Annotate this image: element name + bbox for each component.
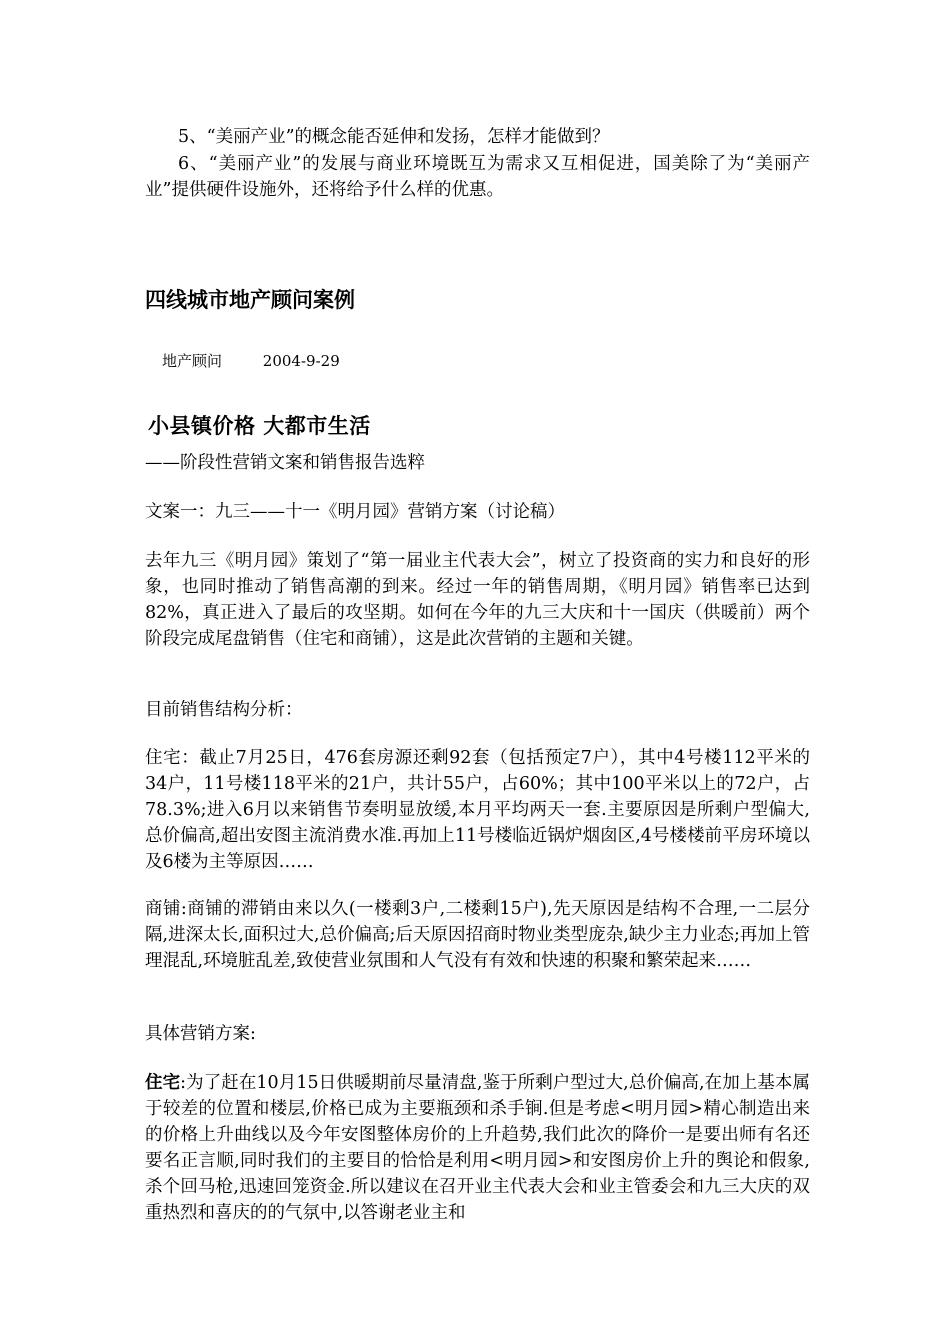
plan-heading: 具体营销方案: — [145, 1024, 256, 1044]
analysis-heading: 目前销售结构分析： — [145, 700, 303, 720]
article-date: 2004-9-29 — [262, 352, 340, 370]
case-label: 文案一：九三——十一《明月园》营销方案（讨论稿） — [145, 502, 565, 522]
article-subheadline: ——阶段性营销文案和销售报告选粹 — [145, 453, 425, 473]
plan-label: 住宅 — [145, 1073, 181, 1093]
shops-paragraph: 商铺:商铺的滞销由来以久(一楼剩3户,二楼剩15户),先天原因是结构不合理,一二层分隔,进深太长,面积过大,总价偏高;后天原因招商时物业类型庞杂,缺少主力业态;再加上管理混乱,环境脏乱差,致使营业氛围和人气没有有效和快速的积聚和繁荣起来…… — [145, 899, 810, 971]
article-title: 四线城市地产顾问案例 — [145, 288, 355, 312]
plan-paragraph — [145, 1070, 810, 1226]
plan-text: :为了赶在10月15日供暖期前尽量清盘,鉴于所剩户型过大,总价偏高,在加上基本属于较差的位置和楼层,价格已成为主要瓶颈和杀手锏.但是考虑<明月园>精心制造出来的价格上升曲线以及今年安图整体房价的上升趋势,我们此次的降价一是要出师有名还要名正言顺,同时我们的主要目的恰恰是利用<明月园>和安图房价上升的舆论和假象,杀个回马枪,迅速回笼资金.所以建议在召开业主代表大会和业主管委会和九三大庆的双重热烈和喜庆的的气氛中,以答谢老业主和 — [145, 1073, 811, 1223]
question-6: 6、“美丽产业”的发展与商业环境既互为需求又互相促进，国美除了为“美丽产业”提供硬件设施外，还将给予什么样的优惠。 — [145, 154, 810, 200]
article-headline: 小县镇价格 大都市生活 — [148, 414, 371, 438]
article-meta — [162, 351, 376, 371]
question-5: 5、“美丽产业”的概念能否延伸和发扬，怎样才能做到？ — [178, 127, 610, 147]
intro-paragraph: 去年九三《明月园》策划了“第一届业主代表大会”，树立了投资商的实力和良好的形象，也同时推动了销售高潮的到来。经过一年的销售周期，《明月园》销售率已达到82%，真正进入了最后的攻坚期。如何在今年的九三大庆和十一国庆（供暖前）两个阶段完成尾盘销售（住宅和商铺），这是此次营销的主题和关键。 — [145, 551, 810, 649]
article-author: 地产顾问 — [162, 352, 223, 370]
residential-paragraph: 住宅：截止7月25日，476套房源还剩92套（包括预定7户），其中4号楼112平米的34户，11号楼118平米的21户，共计55户，占60%；其中100平米以上的72户，占78.3%;进入6月以来销售节奏明显放缓,本月平均两天一套.主要原因是所剩户型偏大,总价偏高,超出安图主流消费水准.再加上11号楼临近锅炉烟囱区,4号楼楼前平房环境以及6楼为主等原因…… — [145, 748, 810, 872]
